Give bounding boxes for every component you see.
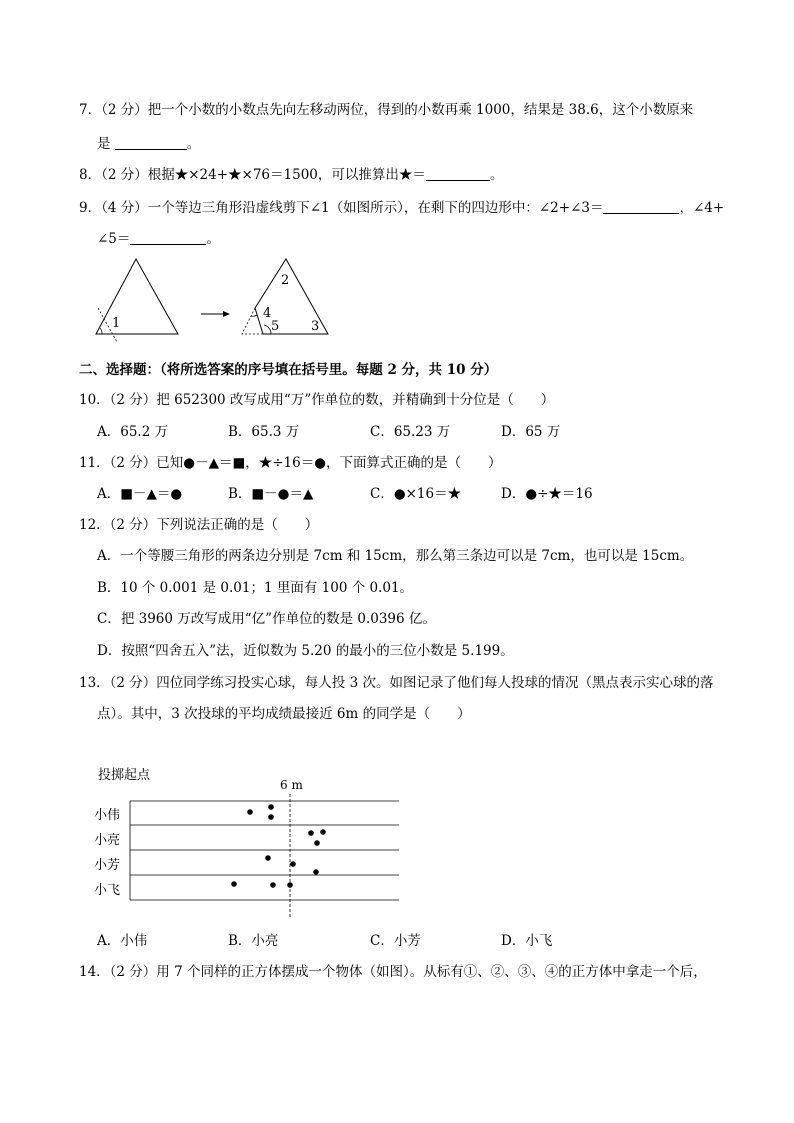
dot-xiaoliang-1 (308, 830, 314, 836)
dot-xiaofang-3 (313, 869, 319, 875)
section2-title: 二、选择题：（将所选答案的序号填在括号里。每题 2 分，共 10 分） (79, 362, 498, 378)
q9-line2 (97, 230, 220, 247)
q7-prefix: 是 (97, 136, 111, 152)
dot-xiaowei-3 (268, 814, 274, 820)
q11-option-c[interactable]: C．●×16＝★ (370, 486, 462, 502)
q13-option-a[interactable]: A．小伟 (97, 933, 148, 949)
label-xiaowei: 小伟 (94, 808, 121, 823)
q11-stem: 11．（2 分）已知●－▲＝■，★÷16＝●，下面算式正确的是（ ） (79, 455, 502, 471)
dot-xiaoliang-2 (320, 829, 326, 835)
dot-xiaofei-3 (287, 882, 293, 888)
q9-line2-prefix: ∠5＝ (97, 231, 131, 247)
q13-option-c[interactable]: C．小芳 (370, 933, 421, 949)
dot-xiaofang-1 (265, 855, 271, 861)
q9-triangle-figure (90, 252, 350, 342)
q7-answer-blank[interactable] (115, 135, 187, 150)
q9-answer-blank-2[interactable] (130, 230, 206, 245)
q8-prefix: 8．（2 分）根据★×24+★×76＝1500，可以推算出★＝ (79, 167, 426, 183)
q7-line1: 7．（2 分）把一个小数的小数点先向左移动两位，得到的小数再乘 1000，结果是 38.6，这个小数原来 (79, 102, 694, 118)
q11-option-b[interactable]: B．■－●＝▲ (228, 486, 314, 502)
angle1-label: 1 (112, 316, 121, 331)
q12-option-c[interactable]: C．把 3960 万改写成用“亿”作单位的数是 0.0396 亿。 (97, 611, 436, 627)
q7-suffix: 。 (186, 136, 201, 152)
q9-mid: ，∠4+ (679, 200, 725, 216)
six-meter-label: 6 m (280, 778, 303, 792)
arrow-head-icon (223, 311, 230, 317)
q11-option-a[interactable]: A．■－▲＝● (97, 486, 183, 502)
angle2-label: 2 (281, 273, 290, 288)
dot-xiaowei-2 (268, 804, 274, 810)
q9-prefix: 9．（4 分）一个等边三角形沿虚线剪下∠1（如图所示），在剩下的四边形中：∠2+∠3＝ (79, 200, 604, 216)
q12-option-d[interactable]: D．按照“四舍五入”法，近似数为 5.20 的最小的三位小数是 5.199。 (97, 643, 514, 659)
angle5-arc (264, 325, 271, 334)
chart-title: 投掷起点 (98, 768, 151, 783)
q12-stem: 12．（2 分）下列说法正确的是（ ） (79, 517, 319, 533)
q13-option-b[interactable]: B．小亮 (228, 933, 279, 949)
q12-option-a[interactable]: A．一个等腰三角形的两条边分别是 7cm 和 15cm，那么第三条边可以是 7cm，也可以是 15cm。 (97, 548, 694, 564)
q11-option-d[interactable]: D．●÷★＝16 (501, 486, 593, 502)
dot-xiaoliang-3 (314, 840, 320, 846)
q8-answer-blank[interactable] (426, 166, 490, 181)
angle4-label: 4 (263, 306, 272, 321)
label-xiaofang: 小芳 (94, 858, 121, 873)
q8-line (79, 166, 503, 183)
label-xiaofei: 小飞 (94, 883, 121, 898)
q9-line1 (79, 199, 724, 216)
q10-option-b[interactable]: B．65.3 万 (228, 424, 300, 440)
q13-throw-chart (88, 762, 408, 922)
angle4-arc (251, 315, 257, 316)
q10-stem: 10．（2 分）把 652300 改写成用“万”作单位的数，并精确到十分位是（ ） (79, 392, 555, 408)
cut-edge (255, 308, 263, 334)
q13-line1: 13．（2 分）四位同学练习投实心球，每人投 3 次。如图记录了他们每人投球的情况（黑点表示实心球的落 (79, 675, 714, 691)
angle5-label: 5 (271, 319, 280, 334)
q13-option-d[interactable]: D．小飞 (501, 933, 553, 949)
angle1-arc (100, 328, 102, 334)
q10-option-a[interactable]: A．65.2 万 (97, 424, 169, 440)
dot-xiaofei-1 (231, 881, 237, 887)
q9-answer-blank-1[interactable] (603, 199, 679, 214)
q10-option-c[interactable]: C．65.23 万 (370, 424, 451, 440)
dot-xiaofang-2 (290, 861, 296, 867)
q12-option-b[interactable]: B．10 个 0.001 是 0.01；1 里面有 100 个 0.01。 (97, 580, 414, 596)
left-triangle (96, 259, 178, 334)
q7-line2 (97, 135, 200, 152)
q14-line1: 14．（2 分）用 7 个同样的正方体摆成一个物体（如图）。从标有①、②、③、④的正方体中拿走一个后， (79, 964, 707, 980)
q9-line2-suffix: 。 (206, 231, 220, 247)
q10-option-d[interactable]: D．65 万 (501, 424, 561, 440)
dot-xiaofei-2 (270, 882, 276, 888)
dot-xiaowei-1 (247, 809, 253, 815)
q8-suffix: 。 (489, 167, 504, 183)
label-xiaoliang: 小亮 (94, 833, 121, 848)
q13-line2: 点）。其中，3 次投球的平均成绩最接近 6m 的同学是（ ） (97, 706, 471, 722)
removed-corner (242, 308, 263, 334)
angle3-label: 3 (311, 319, 320, 334)
